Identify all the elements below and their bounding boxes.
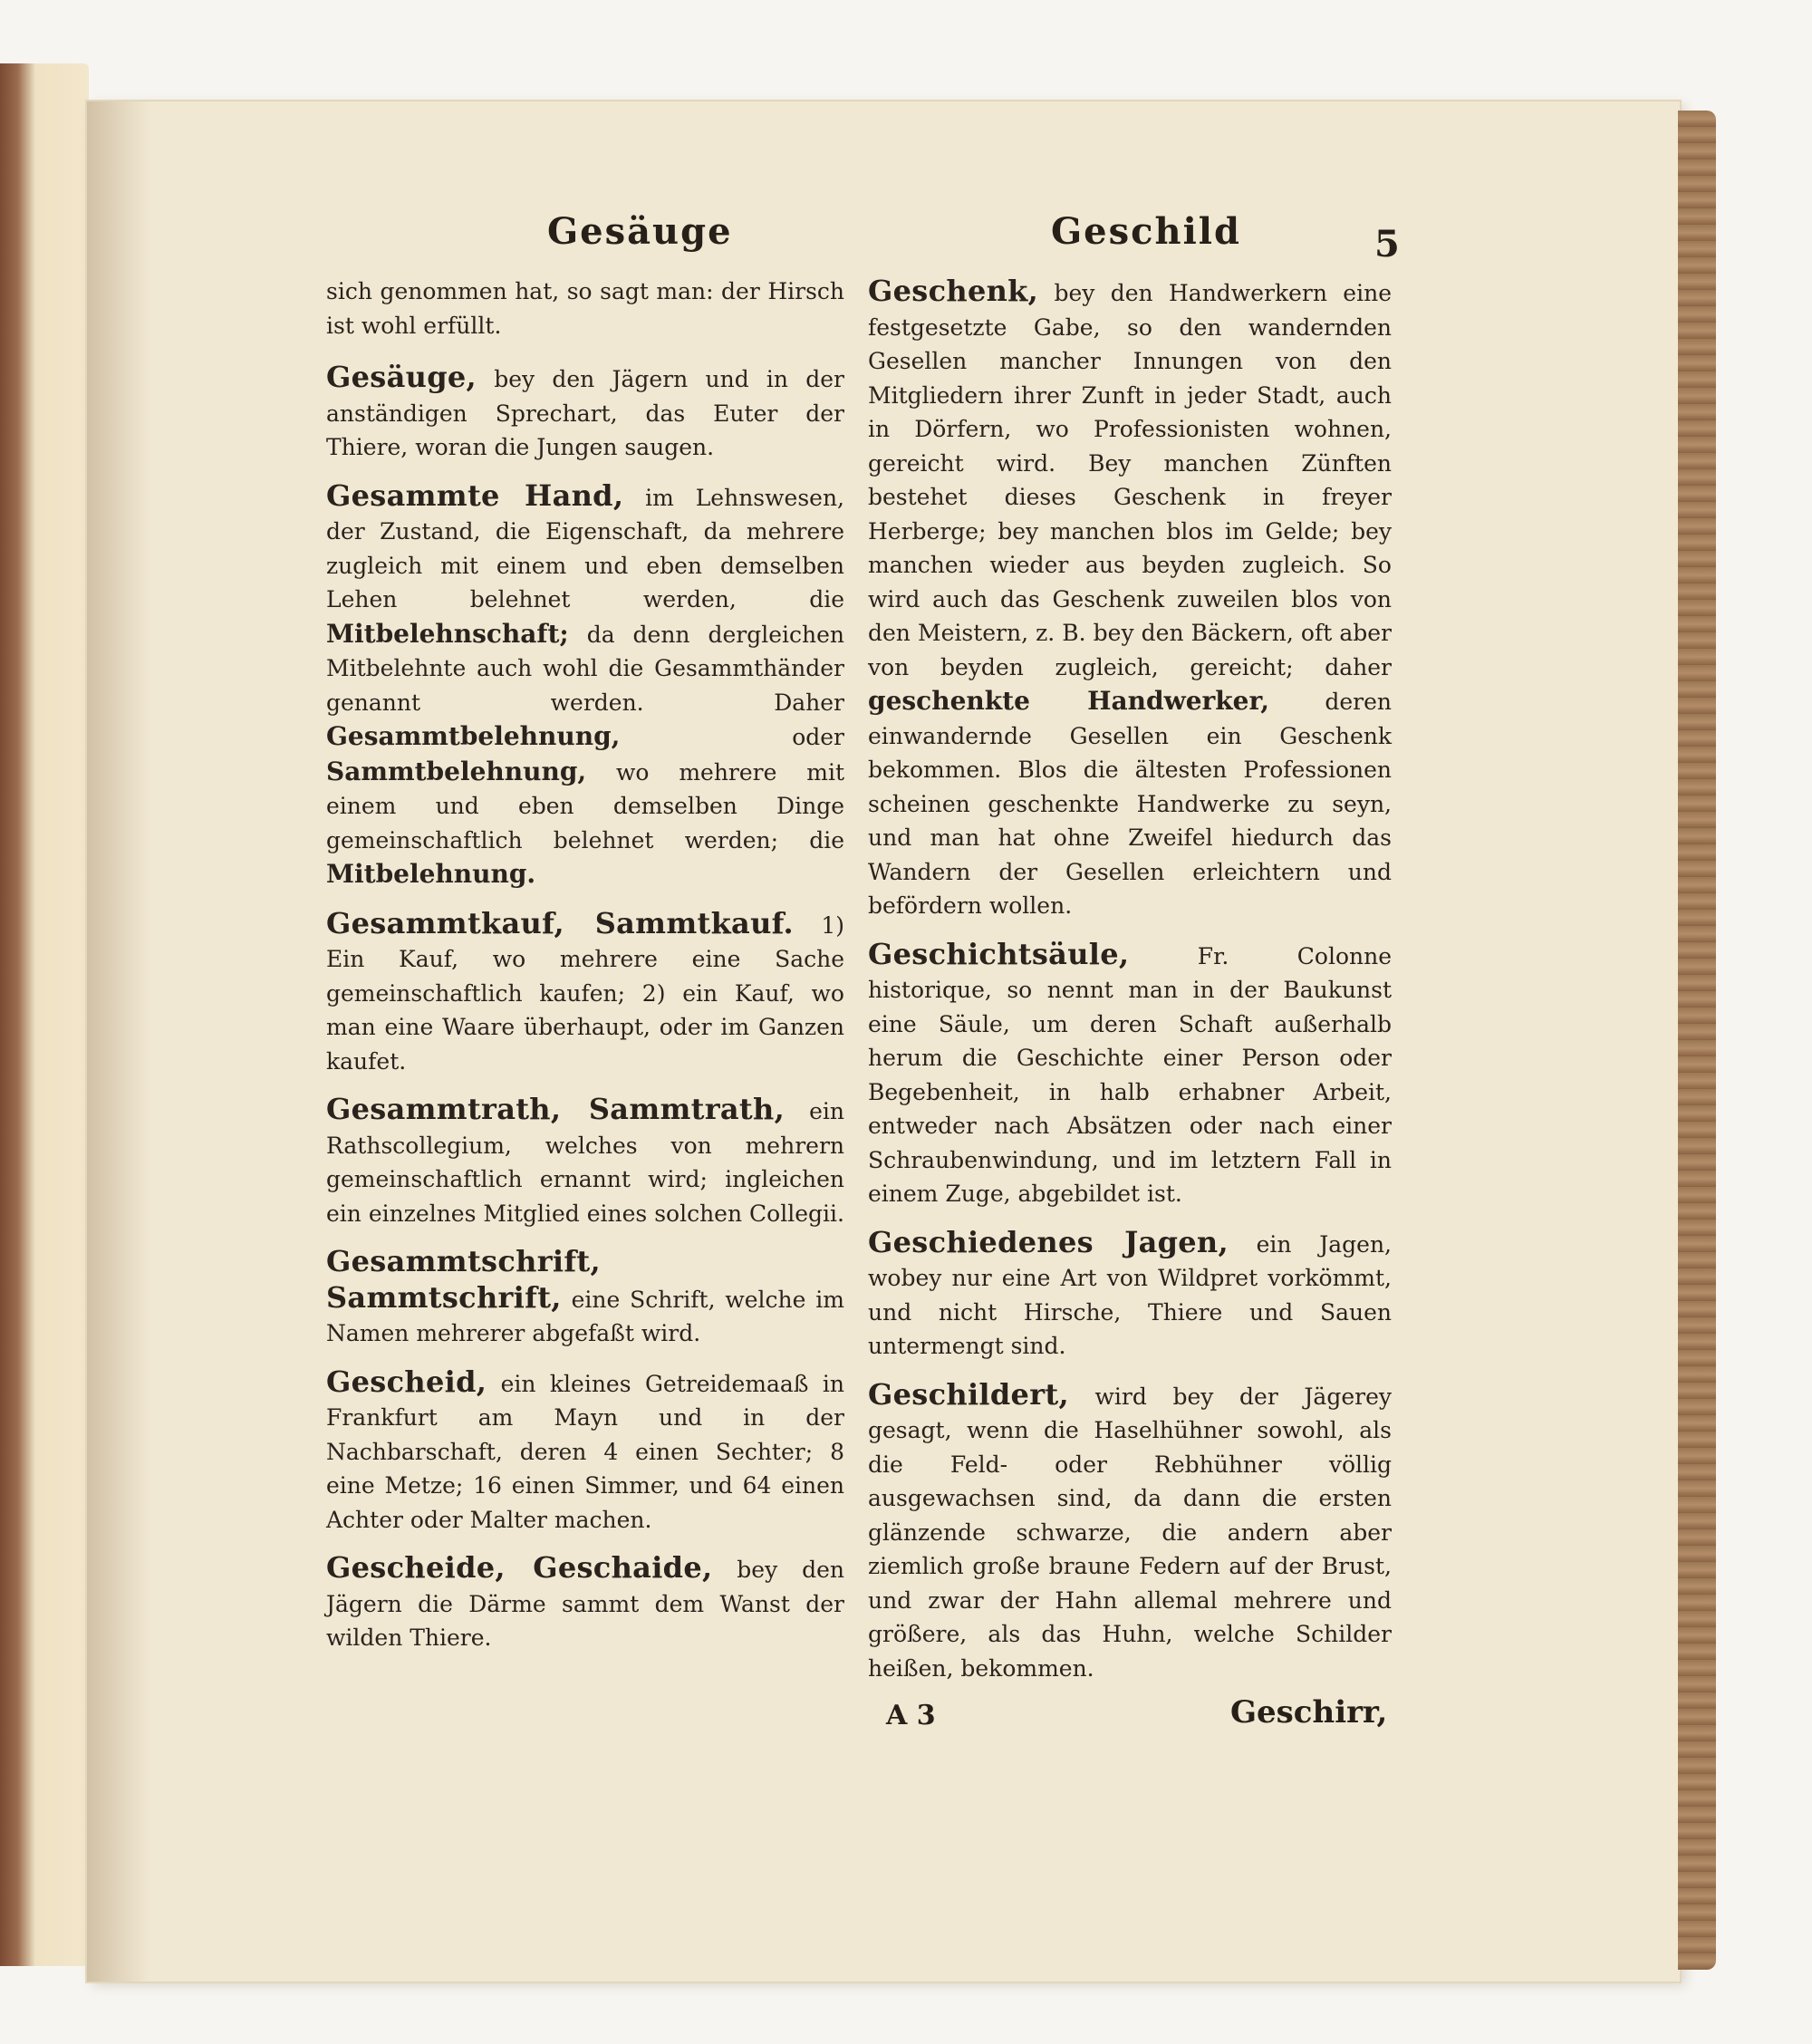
entry-text: Fr. Colonne historique, so nennt man in der Baukunst eine Säule, um deren Schaft außerhalb herum die Geschichte einer Person oder Begebenheit, in halb erhabner Arbeit, entweder nach Absätzen oder nach einer Schraubenwindung, und im letztern Fall in einem Zuge, abgebildet ist.	[868, 942, 1392, 1207]
entry-lemma: Gesammtschrift, Sammtschrift,	[326, 1244, 601, 1315]
entry-geschiedenes-jagen	[868, 1226, 1392, 1364]
entry-term: Mitbelehnung.	[326, 859, 536, 889]
entry-text: ein kleines Getreidemaaß in Frankfurt am Mayn und in der Nachbarschaft, deren 4 einen Sechter; 8 eine Metze; 16 einen Simmer, und 64 einen Achter oder Malter machen.	[326, 1370, 844, 1533]
entry-lemma: Gesäuge,	[326, 360, 477, 394]
entry-lemma: Geschiedenes Jagen,	[868, 1224, 1229, 1259]
entry-lemma: Geschichtsäule,	[868, 936, 1130, 971]
entry-term: geschenkte Handwerker,	[868, 686, 1269, 716]
entry-text: ein Jagen, wobey nur eine Art von Wildpret vorkömmt, und nicht Hirsche, Thiere und Sauen untermengt sind.	[868, 1230, 1392, 1359]
entry-term: Mitbelehnschaft;	[326, 618, 569, 649]
catchword: Geschirr,	[1230, 1694, 1388, 1731]
entry-gesammtschrift	[326, 1245, 844, 1351]
entry-gescheid	[326, 1365, 844, 1538]
page-number: 5	[1374, 223, 1400, 265]
entry-text: wird bey der Jägerey gesagt, wenn die Haselhühner sowohl, als die Feld- oder Rebhühner völlig ausgewachsen sind, da dann die ersten glänzende schwarze, die andern aber ziemlich große braune Federn auf der Brust, und zwar der Hahn allemal mehrere und größere, als das Huhn, welche Schilder heißen, bekommen.	[868, 1383, 1392, 1682]
entry-text: da denn dergleichen Mitbelehnte auch wohl die Gesammthänder genannt werden. Daher	[326, 621, 844, 716]
right-column	[868, 275, 1392, 1700]
entry-gesammtkauf	[326, 907, 844, 1079]
entry-term: Gesammtbelehnung,	[326, 721, 621, 751]
entry-text: deren einwandernde Gesellen ein Geschenk bekommen. Blos die ältesten Professionen scheinen geschenkte Handwerke zu seyn, und man hat ohne Zweifel hiedurch das Wandern der Gesellen erleichtern und befördern wollen.	[868, 689, 1392, 919]
entry-lemma: Gescheide, Geschaide,	[326, 1550, 713, 1585]
signature-mark: A 3	[886, 1700, 936, 1731]
left-page-edge	[0, 63, 89, 1966]
entry-gescheide	[326, 1551, 844, 1655]
entry-text: 1) Ein Kauf, wo mehrere eine Sache gemeinschaftlich kaufen; 2) ein Kauf, wo man eine Waare überhaupt, oder im Ganzen kaufet.	[326, 911, 845, 1075]
left-column	[326, 275, 844, 1670]
entry-lemma: Gesammte Hand,	[326, 477, 624, 513]
continuation-text: sich genommen hat, so sagt man: der Hirsch ist wohl erfüllt.	[326, 278, 844, 339]
entry-text: bey den Handwerkern eine festgesetzte Gabe, so den wandernden Gesellen mancher Innungen von den Mitgliedern ihrer Zunft in jeder Stadt, auch in Dörfern, wo Professionisten wohnen, gereicht wird. Bey manchen Zünften bestehet dieses Geschenk in freyer Herberge; bey manchen blos im Gelde; bey manchen wieder aus beyden zugleich. So wird auch das Geschenk zuweilen blos von den Meistern, z. B. bey den Bäckern, oft aber von beyden zugleich, gereicht; daher	[868, 280, 1392, 680]
right-running-head: Geschild	[1051, 210, 1241, 253]
entry-text: wo mehrere mit einem und eben demselben Dinge gemeinschaftlich belehnet werden; die	[326, 758, 845, 853]
entry-lemma: Gesammtrath, Sammtrath,	[326, 1092, 786, 1126]
entry-text: bey den Jägern die Därme sammt dem Wanst der wilden Thiere.	[326, 1557, 844, 1651]
entry-geschildert	[868, 1378, 1392, 1686]
entry-geschichtsaeule	[868, 938, 1392, 1211]
entry-gesammtrath	[326, 1093, 844, 1230]
entry-lemma: Geschildert,	[868, 1376, 1069, 1412]
entry-term: Sammtbelehnung,	[326, 756, 587, 786]
entry-text: eine Schrift, welche im Namen mehrerer abgefaßt wird.	[326, 1286, 844, 1346]
entry-lemma: Gescheid,	[326, 1364, 487, 1399]
entry-text: bey den Jägern und in der anständigen Sprechart, das Euter der Thiere, woran die Jungen saugen.	[326, 366, 844, 460]
entry-lemma: Gesammtkauf, Sammtkauf.	[326, 905, 795, 940]
book-cover-edge	[1678, 111, 1716, 1970]
entry-gesammte-hand	[326, 479, 844, 892]
entry-text: ein Rathscollegium, welches von mehrern gemeinschaftlich ernannt wird; ingleichen ein einzelnes Mitglied eines solchen Collegii.	[326, 1098, 844, 1227]
entry-lemma: Geschenk,	[868, 274, 1039, 308]
entry-text: im Lehnswesen, der Zustand, die Eigenschaft, da mehrere zugleich mit einem und eben demselben Lehen belehnet werden, die	[326, 484, 845, 612]
entry-geschenk	[868, 275, 1392, 923]
page-gutter-shadow	[87, 101, 150, 1981]
entry-text: oder	[792, 724, 844, 750]
entry-gesaeuge	[326, 361, 844, 465]
left-running-head: Gesäuge	[547, 210, 733, 253]
